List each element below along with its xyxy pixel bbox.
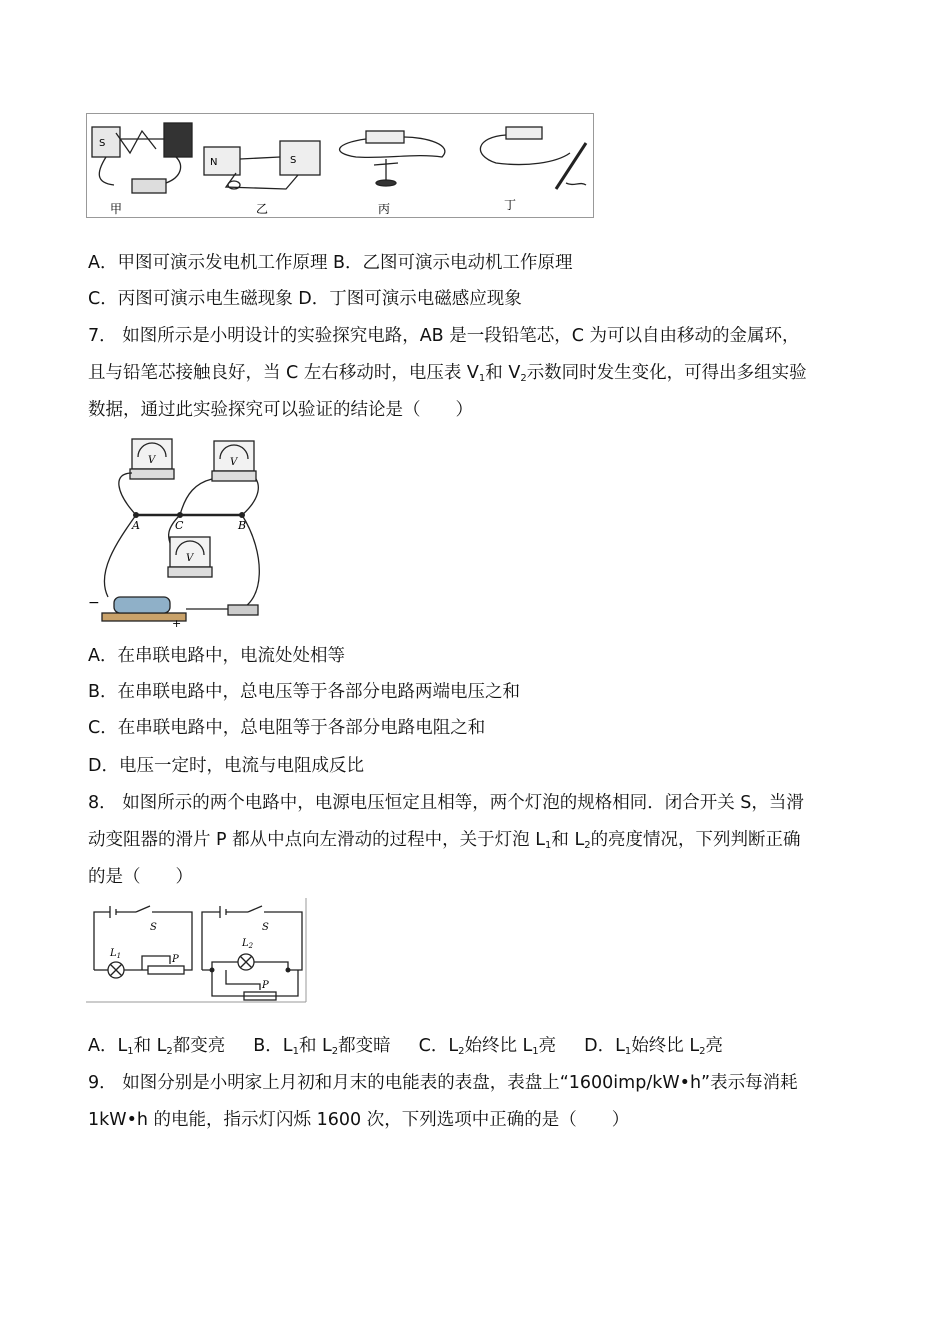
q7-option-a: A．在串联电路中，电流处处相等 [88, 646, 345, 666]
q7-stem-line1: 7． 如图所示是小明设计的实验探究电路，AB 是一段铅笔芯，C 为可以自由移动的金属环， [88, 326, 800, 346]
label-b: B [238, 519, 247, 532]
q6-options-line1: A．甲图可演示发电机工作原理 B．乙图可演示电动机工作原理 [88, 253, 573, 273]
caption-ding: 丁 [504, 198, 517, 212]
svg-text:S: S [262, 922, 269, 933]
label-minus: − [88, 595, 100, 611]
svg-text:L1: $L_1$ [110, 948, 122, 960]
label-plus: + [172, 617, 182, 627]
q6-options-line2: C．丙图可演示电生磁现象 D．丁图可演示电磁感应现象 [88, 289, 522, 309]
caption-bing: 丙 [378, 202, 391, 216]
pole-label: N [210, 157, 218, 168]
q8-stem-line2: 动变阻器的滑片 P 都从中点向左滑动的过程中，关于灯泡 $L_1$和 $L_2$的亮度情况，下列判断正确 [88, 830, 801, 851]
svg-text:P: P [172, 954, 179, 965]
caption-jia: 甲 [110, 202, 123, 216]
svg-text:V: V [186, 553, 194, 564]
q9-stem-line1: 9． 如图分别是小明家上月初和月末的电能表的表盘，表盘上“1600imp/kW•h”表示每消耗 [88, 1073, 798, 1093]
q7-option-b: B．在串联电路中，总电压等于各部分电路两端电压之和 [88, 682, 521, 702]
svg-text:P: P [262, 980, 269, 991]
label-c: C [175, 519, 184, 532]
pole-label: S [290, 155, 297, 166]
q7-stem-line3: 数据，通过此实验探究可以验证的结论是（ ） [88, 400, 473, 420]
figure-pencil-lead-circuit [86, 433, 270, 627]
q8-stem-line3: 的是（ ） [88, 867, 193, 887]
q8-stem-line1: 8． 如图所示的两个电路中，电源电压恒定且相等，两个灯泡的规格相同．闭合开关 S，当滑 [88, 793, 804, 813]
svg-text:L2: $L_2$ [242, 938, 254, 950]
svg-text:V: V [148, 455, 156, 466]
figure-two-circuits [86, 898, 308, 1004]
q8-options: A．$L_1$和 $L_2$都变亮 B．$L_1$和 $L_2$都变暗 C．$L_2$始终比 $L_1$亮 D．$L_1$始终比 $L_2$亮 [88, 1036, 723, 1057]
pole-label: S [99, 138, 106, 149]
caption-yi: 乙 [256, 202, 269, 216]
svg-text:S: S [150, 922, 157, 933]
svg-text:V: V [230, 457, 238, 468]
label-a: A [132, 519, 140, 532]
q7-option-d: D．电压一定时，电流与电阻成反比 [88, 756, 364, 776]
q7-stem-line2: 且与铅笔芯接触良好，当 C 左右移动时，电压表 $V_1$和 $V_2$示数同时发生变化，可得出多组实验 [88, 363, 807, 384]
q9-stem-line2: 1kW•h 的电能，指示灯闪烁 1600 次，下列选项中正确的是（ ） [88, 1110, 630, 1130]
q7-option-c: C．在串联电路中，总电阻等于各部分电路电阻之和 [88, 718, 486, 738]
figure-electromagnetism-experiments [86, 113, 594, 219]
